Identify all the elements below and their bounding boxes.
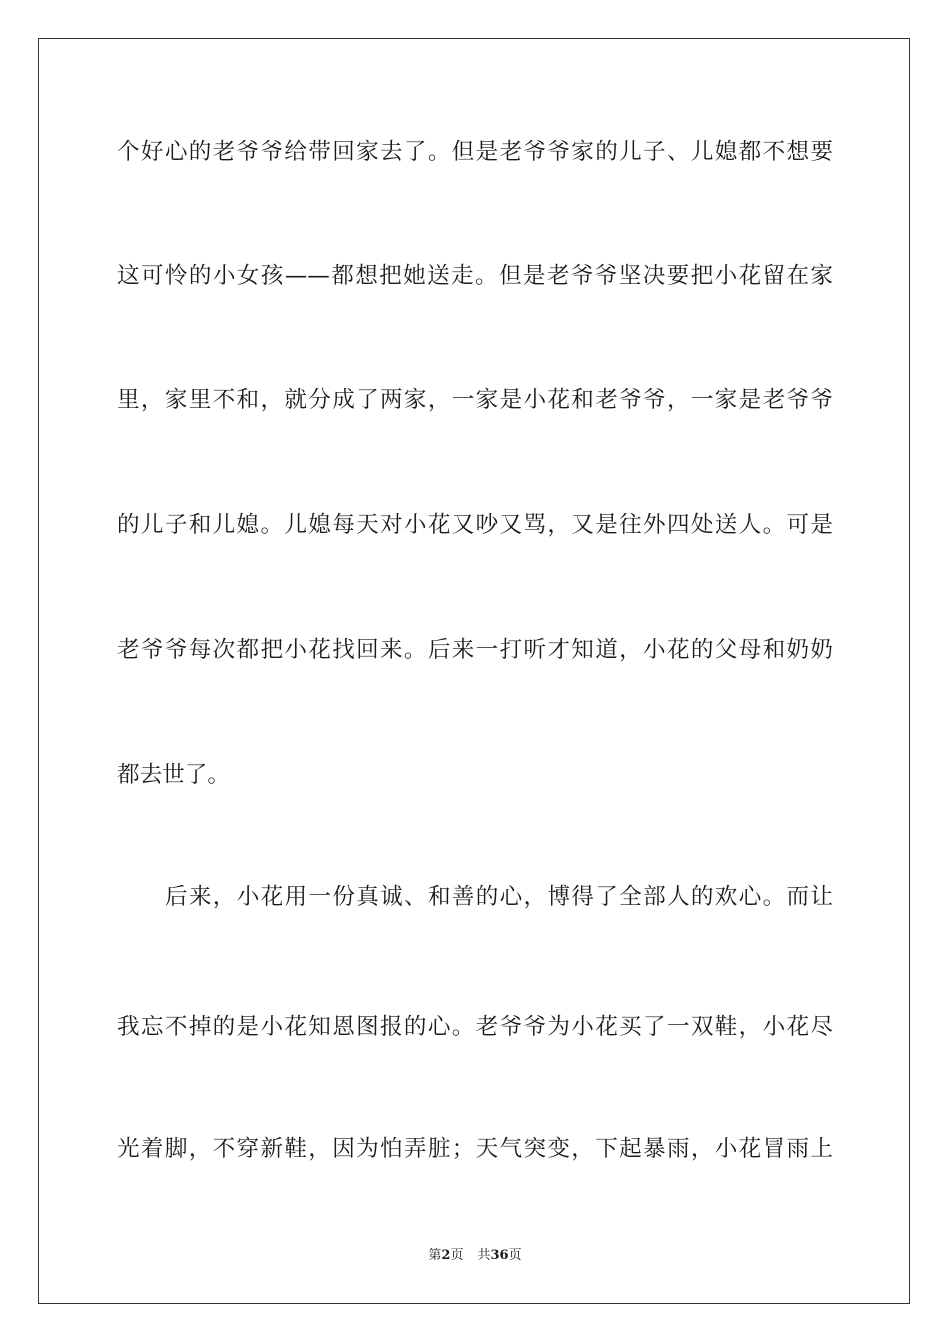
- page-border: [38, 38, 910, 1304]
- page-number-label: 第2页: [428, 1248, 464, 1263]
- paragraph-line: 后来，小花用一份真诚、和善的心，博得了全部人的欢心。而让: [165, 884, 833, 910]
- paragraph-line: 个好心的老爷爷给带回家去了。但是老爷爷家的儿子、儿媳都不想要: [117, 139, 833, 165]
- paragraph-line: 老爷爷每次都把小花找回来。后来一打听才知道，小花的父母和奶奶: [117, 637, 833, 663]
- page-total-label: 共36页: [477, 1248, 522, 1263]
- page-footer: [0, 1247, 950, 1265]
- paragraph-line: 这可怜的小女孩——都想把她送走。但是老爷爷坚决要把小花留在家: [117, 263, 833, 289]
- paragraph-line: 里，家里不和，就分成了两家，一家是小花和老爷爷，一家是老爷爷: [117, 387, 833, 413]
- paragraph-line: 我忘不掉的是小花知恩图报的心。老爷爷为小花买了一双鞋，小花尽: [117, 1014, 833, 1040]
- paragraph-line: 光着脚，不穿新鞋，因为怕弄脏；天气突变，下起暴雨，小花冒雨上: [117, 1136, 833, 1162]
- paragraph-line: 都去世了。: [117, 762, 230, 788]
- paragraph-line: 的儿子和儿媳。儿媳每天对小花又吵又骂，又是往外四处送人。可是: [117, 512, 833, 538]
